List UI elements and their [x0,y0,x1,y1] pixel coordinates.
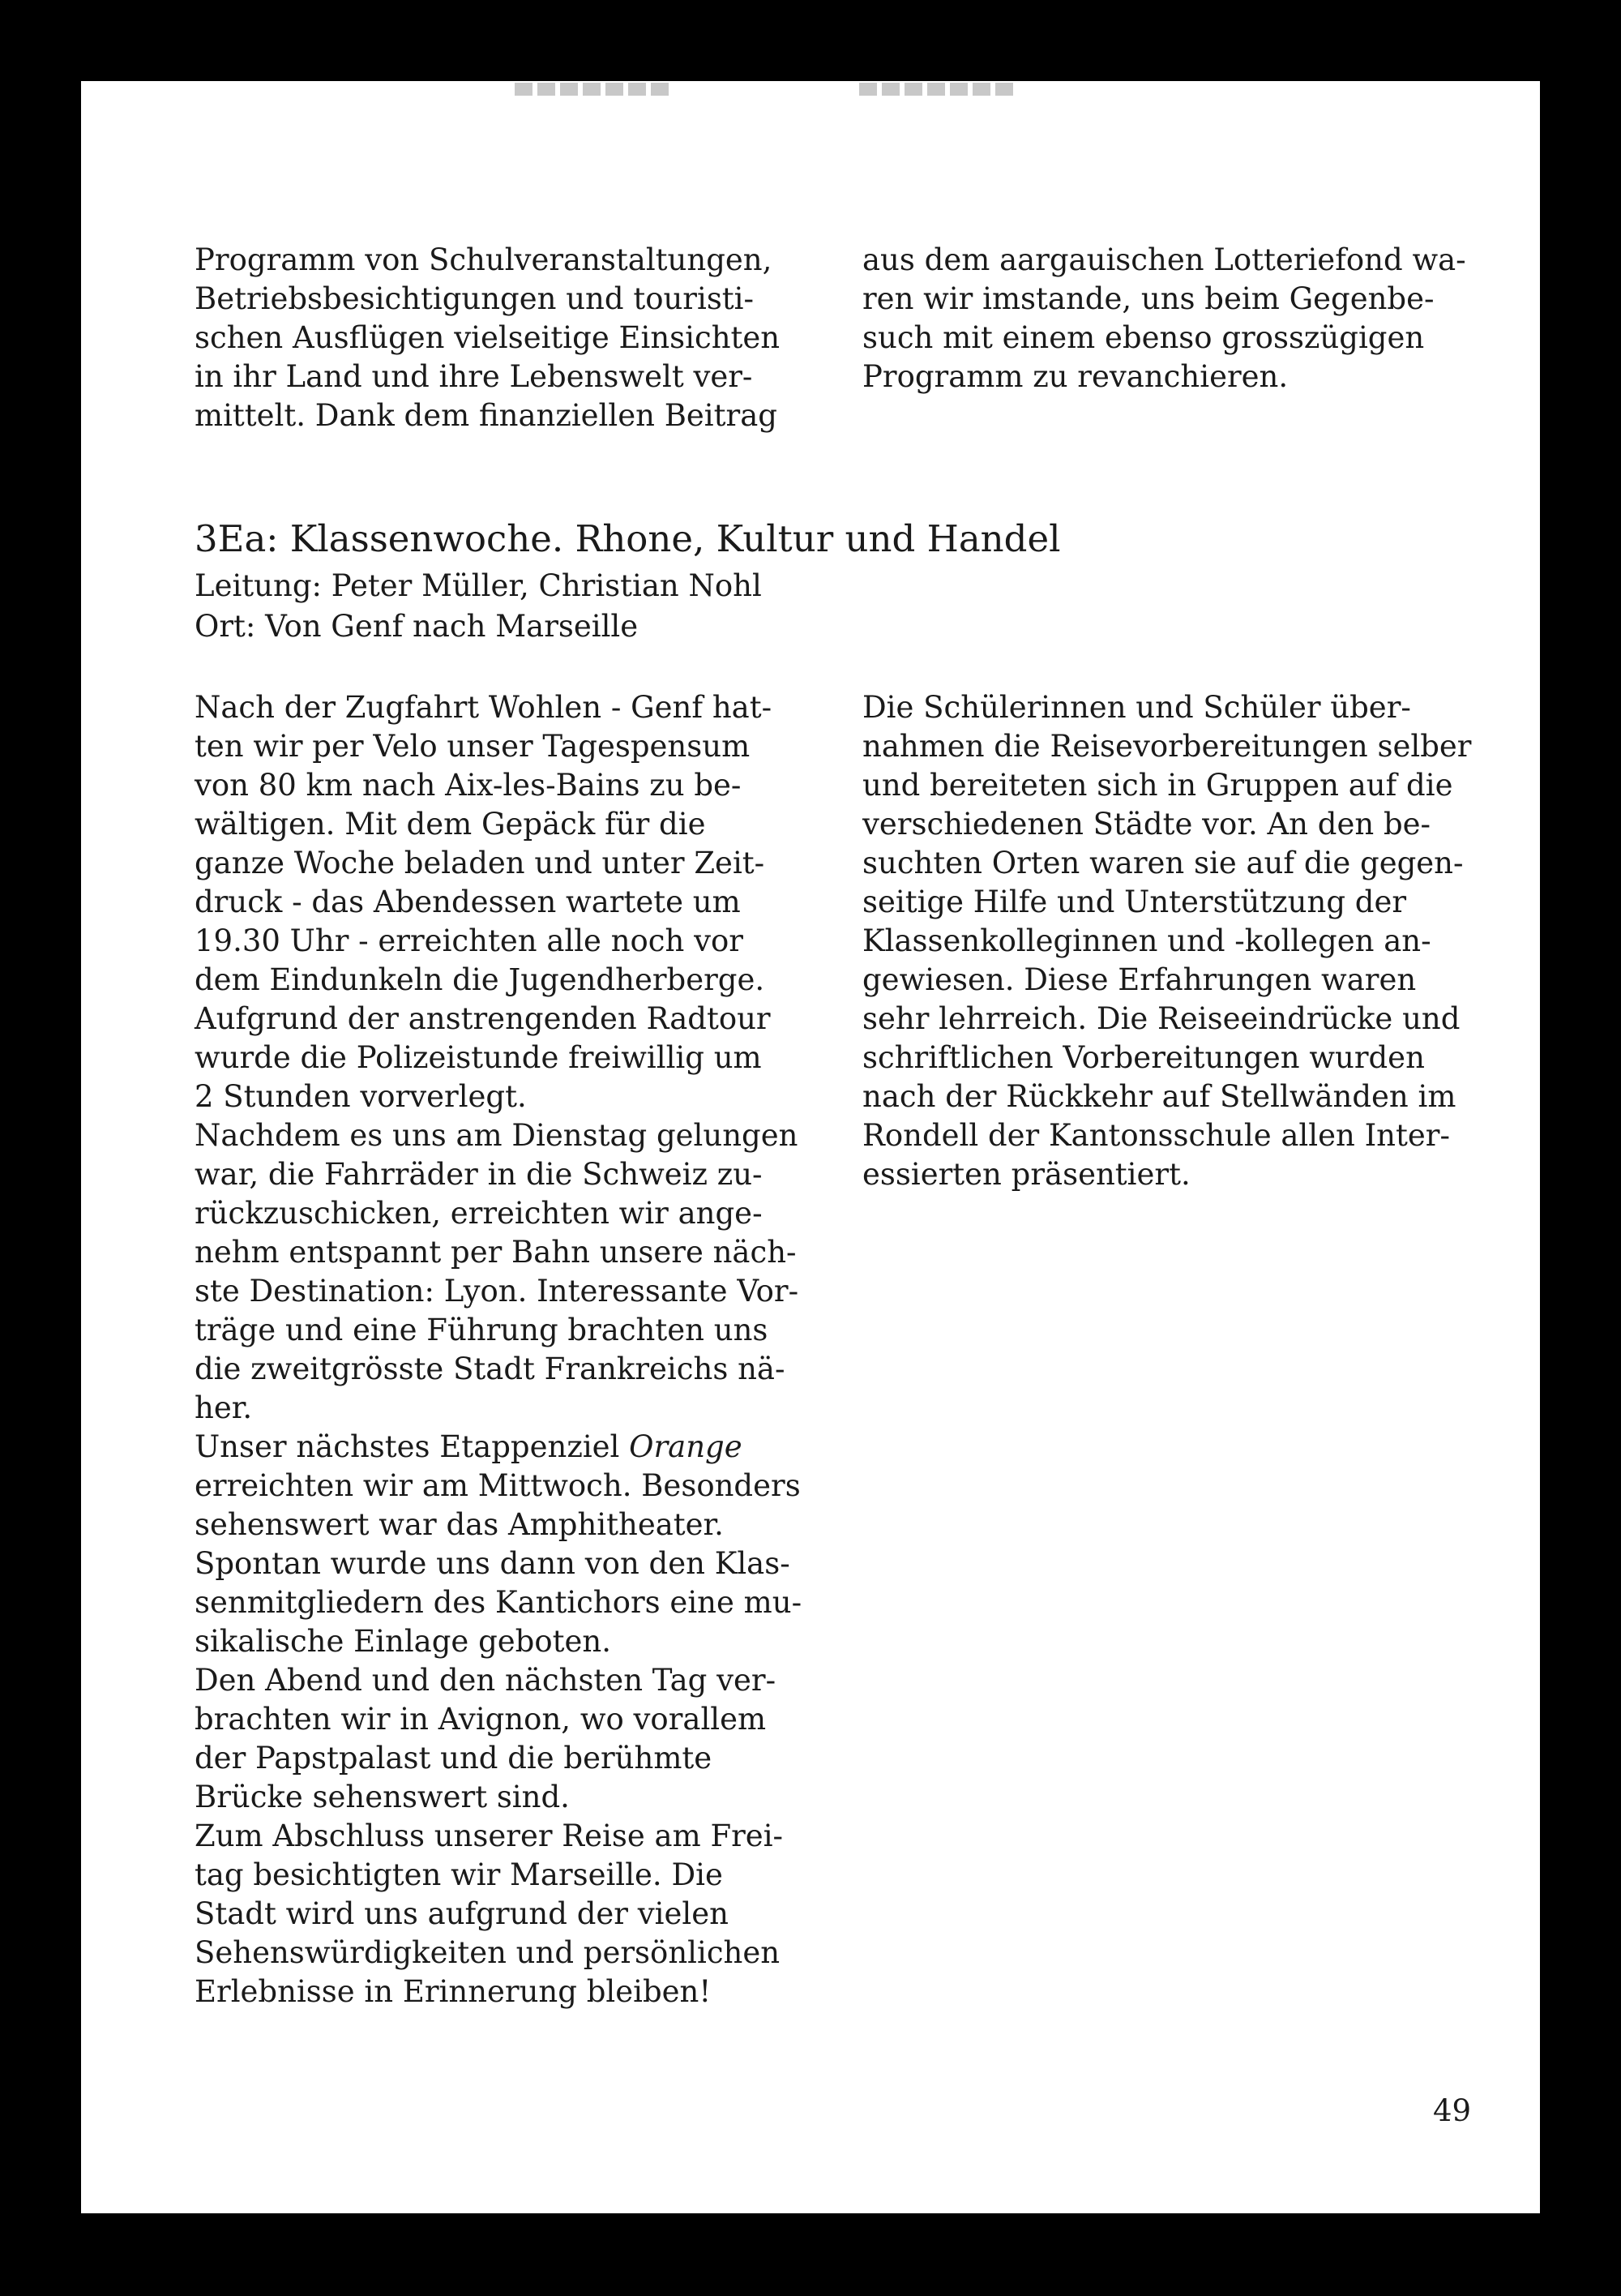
body-left-paragraph-3 [195,1428,892,1661]
paragraph-3-lead: Unser nächstes Etappenziel [195,1429,630,1464]
body-right-paragraph-1: Die Schülerinnen und Schüler über- nahmen die Reisevorbereitungen selber und bereiteten sich in Gruppen auf die verschiedenen Städte vor. An den be- suchten Orten waren sie auf die gegen- seitige Hilfe und Unterstützung der Klassenkolleginnen und -kollegen an- gewiesen. Diese Erfahrungen waren sehr lehrreich. Die Reiseeindrücke und schriftlichen Vorbereitungen wurden nach der Rückkehr auf Stellwänden im Rondell der Kantonsschule allen Inter- essierten präsentiert. [862,690,1472,1192]
section-leitung: Leitung: Peter Müller, Christian Nohl [195,568,762,603]
intro-text-left: Programm von Schulveranstaltungen, Betriebsbesichtigungen und touristi- schen Ausflügen vielseitige Einsichten in ihr Land und ihre Lebenswelt ver- mittelt. Dank dem finanziellen Beitrag [195,242,781,433]
paragraph-3-rest: erreichten wir am Mittwoch. Besonders sehenswert war das Amphitheater. Spontan wurde uns dann von den Klas- senmitgliedern des Kantichors eine mu- sikalische Einlage geboten. [195,1468,802,1659]
intro-text-right: aus dem aargauischen Lotteriefond wa- ren wir imstande, uns beim Gegenbe- such mit einem ebenso grosszügigen Programm zu revanchieren. [862,242,1466,394]
bleed-through-marks-right [859,83,1013,97]
section-ort: Ort: Von Genf nach Marseille [195,609,639,644]
paragraph-3-italic: Orange [629,1429,742,1464]
document-page [81,81,1540,2213]
page-number: 49 [1433,2093,1472,2128]
section-title: 3Ea: Klassenwoche. Rhone, Kultur und Handel [195,517,1061,560]
bleed-through-marks-left [515,83,669,97]
body-left-paragraph-1: Nach der Zugfahrt Wohlen - Genf hat- ten wir per Velo unser Tagespensum von 80 km nach Aix-les-Bains zu be- wältigen. Mit dem Gepäck für die ganze Woche beladen und unter Zeit- druck - das Abendessen wartete um 19.30 Uhr - erreichten alle noch vor dem Eindunkeln die Jugendherberge. Aufgrund der anstrengenden Radtour wurde die Polizeistunde freiwillig um 2 Stunden vorverlegt. [195,690,772,1114]
body-left-paragraph-4: Den Abend und den nächsten Tag ver- brachten wir in Avignon, wo vorallem der Papstpalast und die berühmte Brücke sehenswert sind. [195,1663,776,1814]
body-left-paragraph-2: Nachdem es uns am Dienstag gelungen war, die Fahrräder in die Schweiz zu- rückzuschicken, erreichten wir ange- nehm entspannt per Bahn unsere näch- ste Destination: Lyon. Interessante Vor- träge und eine Führung brachten uns die zweitgrösste Stadt Frankreichs nä- her. [195,1118,799,1425]
body-left-paragraph-5: Zum Abschluss unserer Reise am Frei- tag besichtigten wir Marseille. Die Stadt wird uns aufgrund der vielen Sehenswürdigkeiten und persönlichen Erlebnisse in Erinnerung bleiben! [195,1818,784,2009]
